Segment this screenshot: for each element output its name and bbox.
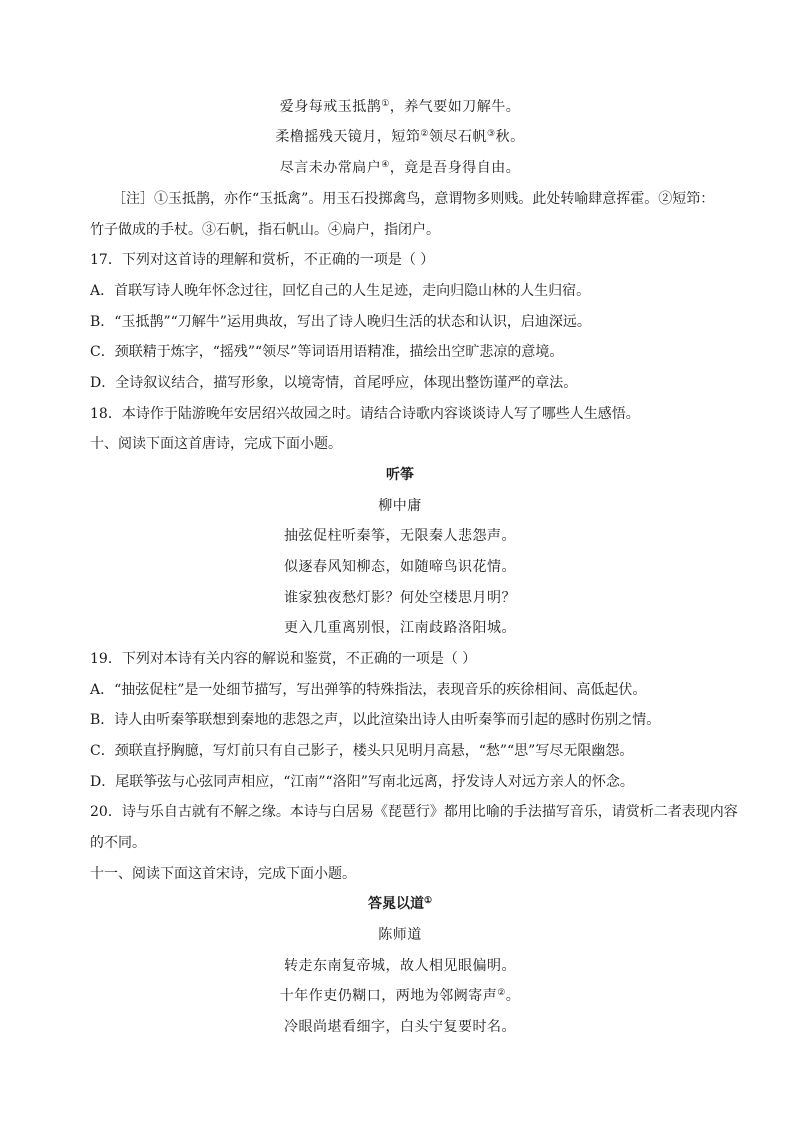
poem3-line-3: 冷眼尚堪看细字，白头宁复要时名。 bbox=[284, 1019, 516, 1035]
question-17-option-c: C．颈联精于炼字，“摇残”“领尽”等词语用语精准，描绘出空旷悲凉的意境。 bbox=[90, 344, 564, 360]
poem3-line-2-text-end: 。 bbox=[505, 988, 521, 1004]
poem1-line-1-text: 爱身每戒玉抵鹊 bbox=[279, 99, 382, 115]
poem1-line-3-text-end: ，竟是吾身得自由。 bbox=[389, 160, 521, 176]
poem3-line-1: 转走东南复帝城，故人相见眼偏明。 bbox=[284, 958, 516, 974]
question-19-option-c: C．颈联直抒胸臆，写灯前只有自己影子，楼头只见明月高悬，“愁”“思”写尽无限幽怨。 bbox=[90, 743, 634, 759]
poem3-line-2 bbox=[0, 987, 800, 1005]
poem2-line-4: 更入几重离别恨，江南歧路洛阳城。 bbox=[284, 620, 516, 636]
footnote-marker: ① bbox=[381, 99, 390, 109]
footnote-marker: ① bbox=[423, 896, 433, 906]
poem2-line-1: 抽弦促柱听秦筝，无限秦人悲怨声。 bbox=[284, 528, 516, 544]
poem3-author: 陈师道 bbox=[378, 927, 422, 943]
question-17-stem: 17．下列对这首诗的理解和赏析，不正确的一项是（ ） bbox=[90, 252, 435, 268]
poem3-title-text: 答晁以道 bbox=[367, 896, 424, 912]
question-20-stem-line-2: 的不同。 bbox=[90, 835, 146, 851]
poem1-line-2-text-end: 秋。 bbox=[495, 129, 525, 145]
footnote-marker: ③ bbox=[487, 129, 496, 139]
poem1-note-line-2: 竹子做成的手杖。③石帆，指石帆山。④扃户，指闭户。 bbox=[90, 222, 440, 238]
poem2-line-2: 似逐春风知柳态，如随啼鸟识花情。 bbox=[284, 559, 516, 575]
question-19-option-d: D．尾联筝弦与心弦同声相应，“江南”“洛阳”写南北远离，抒发诗人对远方亲人的怀念。 bbox=[90, 774, 634, 790]
poem1-line-1-text-end: ，养气要如刀解牛。 bbox=[389, 99, 521, 115]
poem1-line-2-text-mid: 领尽石帆 bbox=[429, 129, 487, 145]
question-18-stem: 18．本诗作于陆游晚年安居绍兴故园之时。请结合诗歌内容谈谈诗人写了哪些人生感悟。 bbox=[90, 406, 640, 422]
poem2-author: 柳中庸 bbox=[378, 498, 422, 514]
section-11-heading: 十一、阅读下面这首宋诗，完成下面小题。 bbox=[90, 866, 356, 882]
question-19-option-b: B．诗人由听秦筝联想到秦地的悲怨之声，以此渲染出诗人由听秦筝而引起的感时伤别之情。 bbox=[90, 712, 661, 728]
question-19-stem: 19．下列对本诗有关内容的解说和鉴赏，不正确的一项是（ ） bbox=[90, 651, 477, 667]
footnote-marker: ④ bbox=[381, 160, 390, 170]
question-17-option-b: B．“玉抵鹊”“刀解牛”运用典故，写出了诗人晚归生活的状态和认识，启迪深远。 bbox=[90, 314, 591, 330]
footnote-marker: ② bbox=[420, 129, 429, 139]
question-20-stem-line-1: 20．诗与乐自古就有不解之缘。本诗与白居易《琵琶行》都用比喻的手法描写音乐，请赏析二者表现内容 bbox=[90, 804, 738, 820]
poem1-line-1 bbox=[0, 98, 800, 116]
poem1-line-3-text: 尽言未办常扃户 bbox=[279, 160, 382, 176]
footnote-marker: ② bbox=[497, 988, 506, 998]
section-10-heading: 十、阅读下面这首唐诗，完成下面小题。 bbox=[90, 436, 342, 452]
question-19-option-a: A．“抽弦促柱”是一处细节描写，写出弹筝的特殊指法，表现音乐的疾徐相间、高低起伏。 bbox=[90, 682, 647, 698]
poem1-line-3 bbox=[0, 159, 800, 177]
question-17-option-d: D．全诗叙议结合，描写形象，以境寄情，首尾呼应，体现出整饬谨严的章法。 bbox=[90, 375, 578, 391]
poem2-title: 听筝 bbox=[386, 467, 414, 483]
question-17-option-a: A．首联写诗人晚年怀念过往，回忆自己的人生足迹，走向归隐山林的人生归宿。 bbox=[90, 283, 591, 299]
poem1-line-2 bbox=[0, 128, 800, 146]
poem3-title bbox=[0, 895, 800, 913]
poem2-line-3: 谁家独夜愁灯影？何处空楼思月明？ bbox=[284, 590, 516, 606]
poem1-note-line-1: ［注］①玉抵鹊，亦作“玉抵禽”。用玉石投掷禽鸟，意谓物多则贱。此处转喻肆意挥霍。②短笻： bbox=[112, 191, 715, 207]
poem1-line-2-text: 柔橹摇残天镜月，短笻 bbox=[275, 129, 421, 145]
poem3-line-2-text: 十年作吏仍糊口，两地为邻阙寄声 bbox=[279, 988, 498, 1004]
